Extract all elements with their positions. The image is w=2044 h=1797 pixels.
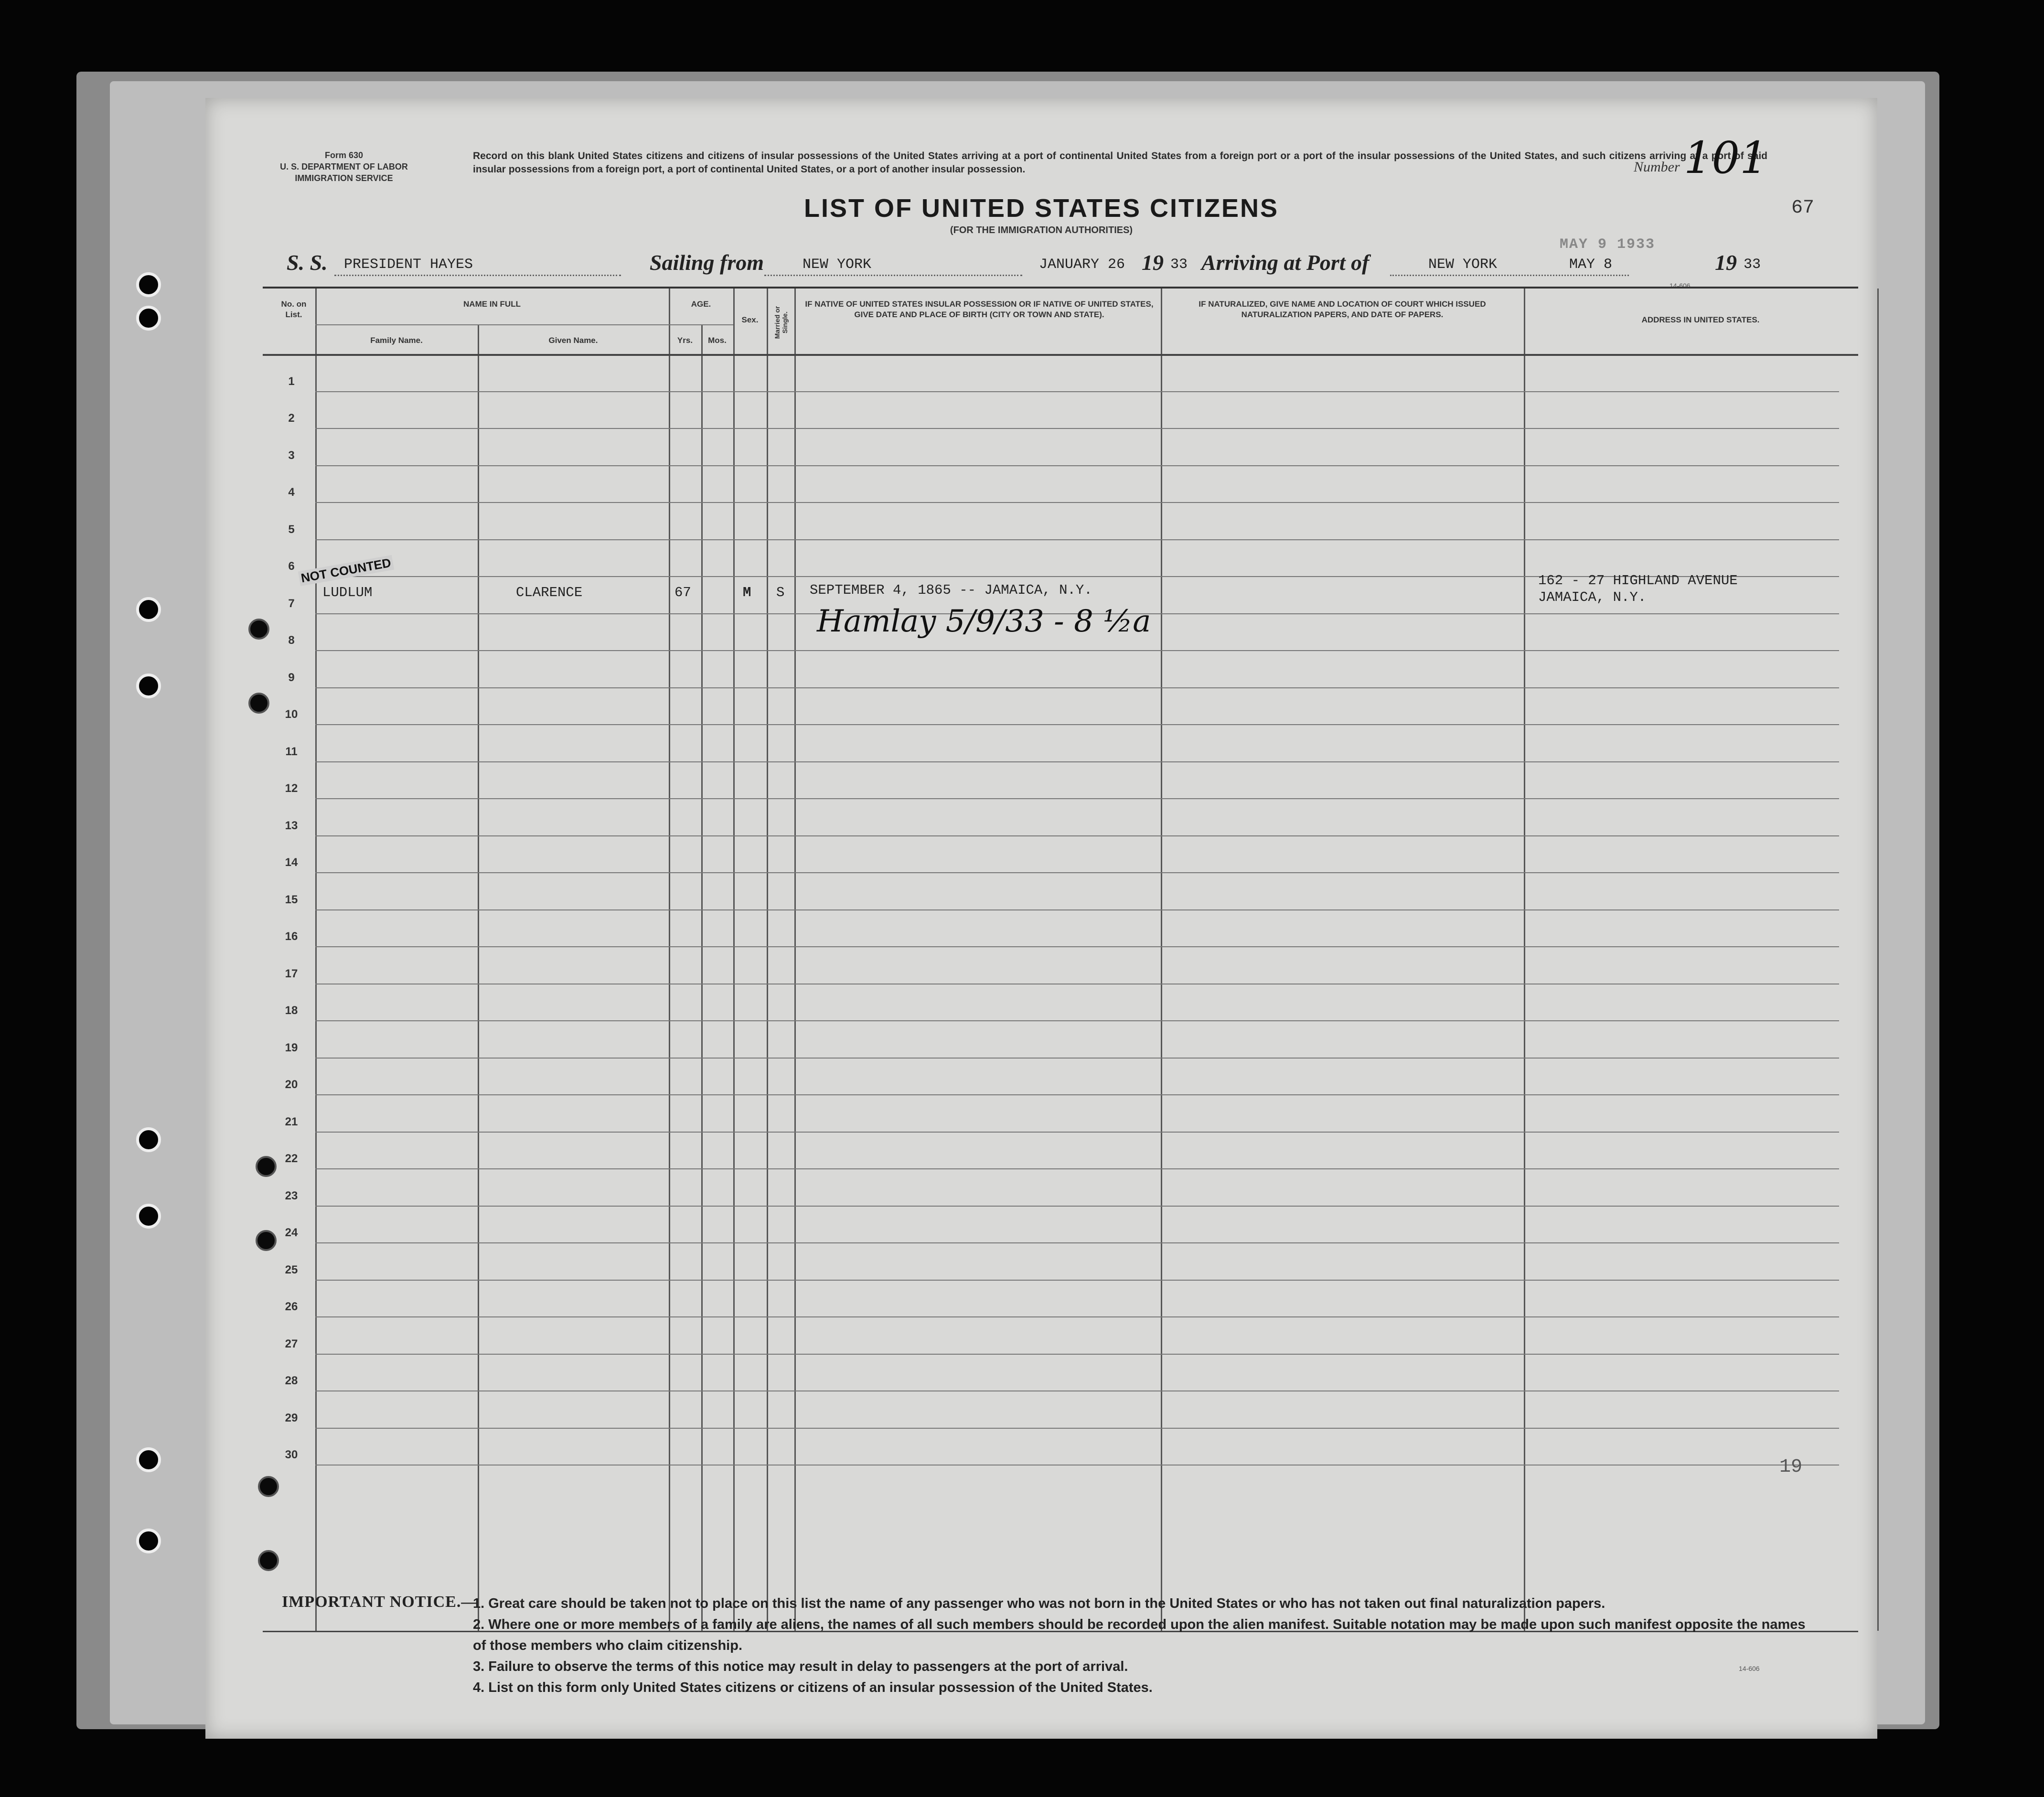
row-number: 20 [285, 1078, 298, 1091]
form-instructions: Record on this blank United States citizens and citizens of insular possessions of the United States arriving at a port of continental United States from a foreign port or a port of the insular possessions of the United States, and such citizens arriving at a port of said insular possessions from a foreign port, a port of continental United States, or a port of another insular possession. [473, 150, 1767, 175]
header-married-single: Married or Single. [773, 306, 789, 339]
row-number: 17 [285, 967, 298, 980]
row-number: 18 [285, 1004, 298, 1017]
row-number: 9 [288, 671, 295, 684]
row-rule [315, 724, 1839, 725]
arriving-date: MAY 8 [1569, 257, 1613, 273]
punch-hole [256, 1230, 277, 1251]
row-number: 28 [285, 1374, 298, 1387]
row-number: 6 [288, 560, 295, 573]
row-rule [315, 1242, 1839, 1243]
row-number: 25 [285, 1263, 298, 1276]
row-rule [315, 1132, 1839, 1133]
header-months: Mos. [708, 336, 727, 345]
ship-name: PRESIDENT HAYES [344, 257, 473, 273]
row-number: 1 [288, 374, 295, 388]
punch-hole [248, 693, 269, 714]
row-number: 2 [288, 412, 295, 425]
binder-ring [136, 674, 161, 698]
address-line-1: 162 - 27 HIGHLAND AVENUE [1538, 573, 1738, 588]
arriving-year: 33 [1744, 257, 1761, 273]
notice-heading: IMPORTANT NOTICE.— [282, 1593, 478, 1611]
row-rule [315, 687, 1839, 688]
birth-info-cell: SEPTEMBER 4, 1865 -- JAMAICA, N.Y. [810, 582, 1092, 598]
row-number: 10 [285, 708, 298, 721]
row-number: 11 [285, 745, 298, 758]
list-number: 101 [1684, 132, 1768, 183]
row-rule [315, 391, 1839, 392]
row-rule [315, 1428, 1839, 1429]
header-rule [669, 324, 733, 325]
row-rule [315, 1094, 1839, 1095]
row-rule [315, 1020, 1839, 1021]
given-name-cell: CLARENCE [516, 585, 583, 600]
number-label: Number [1634, 159, 1680, 175]
header-sex: Sex. [741, 315, 759, 324]
row-number: 19 [285, 1041, 298, 1054]
column-rule [701, 324, 703, 1631]
column-rule [794, 289, 796, 1631]
row-number: 16 [285, 930, 298, 943]
row-rule [315, 798, 1839, 799]
binder-ring [136, 272, 161, 297]
manifest-page [205, 98, 1877, 1739]
printer-code: 14-606 [1669, 282, 1691, 289]
notice-item-4: 4. List on this form only United States citizens or citizens of an insular possession of the United States. [473, 1680, 1153, 1695]
handwritten-annotation: Hamlay 5/9/33 - 8 ½a [817, 604, 1151, 639]
row-number: 15 [285, 893, 298, 906]
row-number: 14 [285, 856, 298, 869]
punch-hole [258, 1550, 279, 1571]
form-number: Form 630 [324, 150, 364, 160]
row-rule [315, 909, 1839, 910]
row-rule [315, 835, 1839, 836]
header-address: ADDRESS IN UNITED STATES. [1641, 315, 1760, 324]
row-number: 22 [285, 1152, 298, 1165]
notice-item-2: 2. Where one or more members of a family are aliens, the names of all such members should be recorded upon the alien manifest. Suitable notation may be made upon such manifest opposite the names of those members who claim citizenship. [473, 1617, 1806, 1653]
row-number: 5 [288, 523, 295, 536]
header-naturalization: IF NATURALIZED, GIVE NAME AND LOCATION OF COURT WHICH ISSUED NATURALIZATION PAPERS, AND DATE OF PAPERS. [1199, 300, 1486, 319]
header-bottom-rule [263, 354, 1858, 356]
row-number: 23 [285, 1189, 298, 1202]
margin-note: 19 [1779, 1456, 1803, 1478]
notice-item-3: 3. Failure to observe the terms of this notice may result in delay to passengers at the port of arrival. [473, 1659, 1128, 1674]
row-rule [315, 1316, 1839, 1317]
not-counted-stamp: NOT COUNTED [298, 555, 394, 586]
sailing-line [764, 275, 1022, 276]
row-rule [315, 428, 1839, 429]
header-birth-info: IF NATIVE OF UNITED STATES INSULAR POSSESSION OR IF NATIVE OF UNITED STATES, GIVE DATE AND PLACE OF BIRTH (CITY OR TOWN AND STATE). [805, 300, 1154, 319]
notice-code: 14-606 [1739, 1665, 1760, 1672]
arriving-port: NEW YORK [1428, 257, 1498, 273]
row-rule [315, 1168, 1839, 1169]
column-rule [669, 289, 670, 1631]
sex-cell: M [743, 585, 751, 600]
binder-ring [136, 1127, 161, 1152]
sailing-year-prefix: 19 [1142, 250, 1164, 275]
header-family-name: Family Name. [370, 336, 423, 345]
department-name: U. S. DEPARTMENT OF LABOR [280, 162, 408, 171]
row-rule [315, 1354, 1839, 1355]
row-rule [315, 465, 1839, 466]
row-number: 21 [285, 1115, 298, 1128]
header-no-on-list: No. on List. [281, 300, 307, 319]
punch-hole [258, 1476, 279, 1497]
binder-ring [136, 597, 161, 622]
sailing-date: JANUARY 26 [1039, 257, 1125, 273]
row-rule [315, 1058, 1839, 1059]
binder-ring [136, 306, 161, 331]
binder-ring [136, 1529, 161, 1553]
form-identifier [258, 150, 430, 184]
marital-status-cell: S [776, 585, 785, 600]
arriving-line [1390, 275, 1629, 276]
sailing-port: NEW YORK [803, 257, 872, 273]
ship-line [334, 275, 621, 276]
document-subtitle: (FOR THE IMMIGRATION AUTHORITIES) [950, 225, 1133, 235]
header-years: Yrs. [677, 336, 693, 345]
header-age: AGE. [691, 300, 711, 309]
row-number: 27 [285, 1337, 298, 1350]
column-rule [767, 289, 768, 1631]
row-rule [315, 872, 1839, 873]
arriving-label: Arriving at Port of [1201, 250, 1370, 275]
family-name-cell: LUDLUM [322, 585, 373, 600]
notice-item-1: 1. Great care should be taken not to place on this list the name of any passenger who was not born in the United States or who has not taken out final naturalization papers. [473, 1596, 1605, 1611]
address-line-2: JAMAICA, N.Y. [1538, 589, 1647, 605]
ss-label: S. S. [287, 250, 328, 275]
column-rule [733, 289, 735, 1631]
passenger-table [263, 287, 1858, 1632]
row-rule [315, 650, 1839, 651]
sailing-label: Sailing from [650, 250, 764, 275]
document-title: LIST OF UNITED STATES CITIZENS [804, 194, 1279, 223]
binder-ring [136, 1447, 161, 1472]
sailing-year: 33 [1170, 257, 1188, 273]
row-rule [315, 946, 1839, 947]
arriving-year-prefix: 19 [1715, 250, 1737, 275]
row-number: 24 [285, 1226, 298, 1239]
received-stamp: MAY 9 1933 [1560, 236, 1656, 253]
row-rule [315, 539, 1839, 540]
punch-hole [256, 1156, 277, 1177]
row-rule [315, 761, 1839, 762]
column-rule [1877, 289, 1879, 1631]
row-number: 26 [285, 1300, 298, 1313]
column-rule [315, 289, 317, 1631]
column-rule [478, 324, 479, 1631]
row-number: 13 [285, 819, 298, 832]
column-rule [1161, 289, 1162, 1631]
row-number: 8 [288, 634, 295, 647]
age-years-cell: 67 [674, 585, 691, 600]
row-number: 3 [288, 449, 295, 462]
page-number: 67 [1791, 197, 1815, 219]
binder-ring [136, 1204, 161, 1229]
row-number: 4 [288, 486, 295, 499]
header-rule [315, 324, 669, 325]
row-rule [315, 1280, 1839, 1281]
row-rule [315, 1206, 1839, 1207]
header-given-name: Given Name. [548, 336, 598, 345]
header-name-in-full: NAME IN FULL [463, 300, 521, 309]
row-number: 30 [285, 1448, 298, 1461]
column-rule [1524, 289, 1525, 1631]
punch-hole [248, 619, 269, 640]
row-number: 7 [288, 597, 295, 610]
row-number: 12 [285, 782, 298, 795]
service-name: IMMIGRATION SERVICE [295, 173, 393, 183]
row-rule [315, 502, 1839, 503]
row-number: 29 [285, 1411, 298, 1424]
